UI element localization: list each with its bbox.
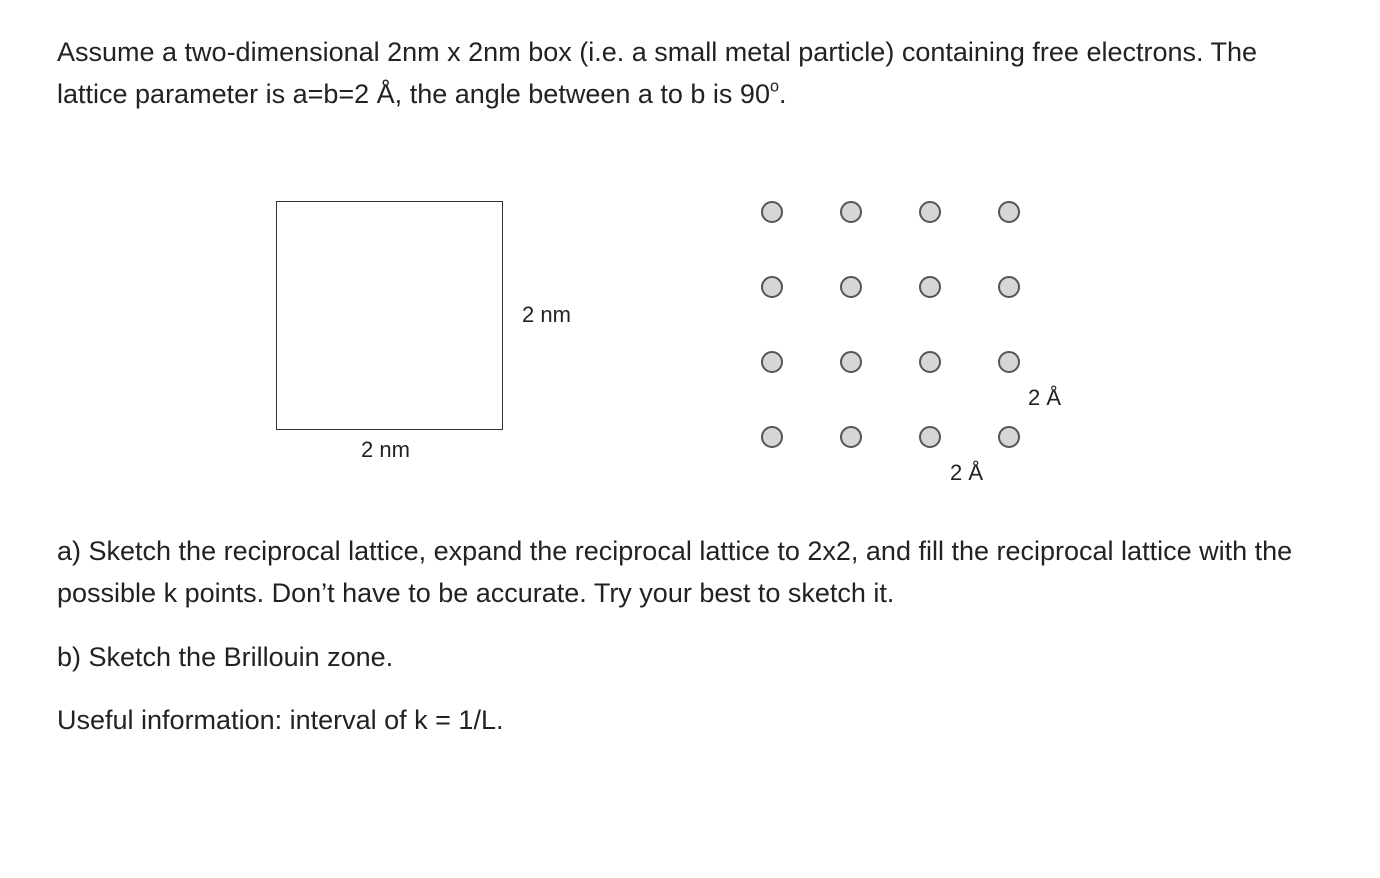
question-b: b) Sketch the Brillouin zone.: [57, 642, 394, 672]
lattice-atom: [841, 427, 861, 447]
lattice-atom: [920, 427, 940, 447]
lattice-atom: [999, 202, 1019, 222]
problem-statement: [57, 31, 1307, 115]
lattice-right-label: 2 Å: [1028, 385, 1062, 410]
lattice-atom: [762, 427, 782, 447]
question-a: a) Sketch the reciprocal lattice, expand the reciprocal lattice to 2x2, and fill the reciprocal lattice with the possible k points. Don’t have to be accurate. Try your best to sketch it.: [57, 536, 1293, 608]
lattice-atom: [999, 427, 1019, 447]
lattice-diagram: [750, 190, 1040, 460]
degree-superscript: o: [769, 77, 779, 96]
lattice-atom: [920, 202, 940, 222]
problem-statement-text: Assume a two-dimensional 2nm x 2nm box (i.e. a small metal particle) containing free electrons. The lattice parameter is a=b=2 Å, the angle between a to b is 90: [57, 37, 1258, 109]
lattice-atom: [841, 202, 861, 222]
lattice-atom: [999, 352, 1019, 372]
lattice-atom: [762, 202, 782, 222]
lattice-atom: [920, 352, 940, 372]
lattice-atom: [841, 277, 861, 297]
box-diagram-square: [276, 201, 503, 430]
box-side-label: 2 nm: [522, 302, 571, 327]
lattice-atom: [762, 277, 782, 297]
useful-information: Useful information: interval of k = 1/L.: [57, 705, 504, 735]
problem-statement-end: .: [778, 79, 787, 109]
lattice-atom: [999, 277, 1019, 297]
lattice-atom: [920, 277, 940, 297]
lattice-atom: [762, 352, 782, 372]
box-bottom-label: 2 nm: [361, 437, 410, 462]
lattice-bottom-label: 2 Å: [950, 460, 984, 485]
lattice-atom: [841, 352, 861, 372]
